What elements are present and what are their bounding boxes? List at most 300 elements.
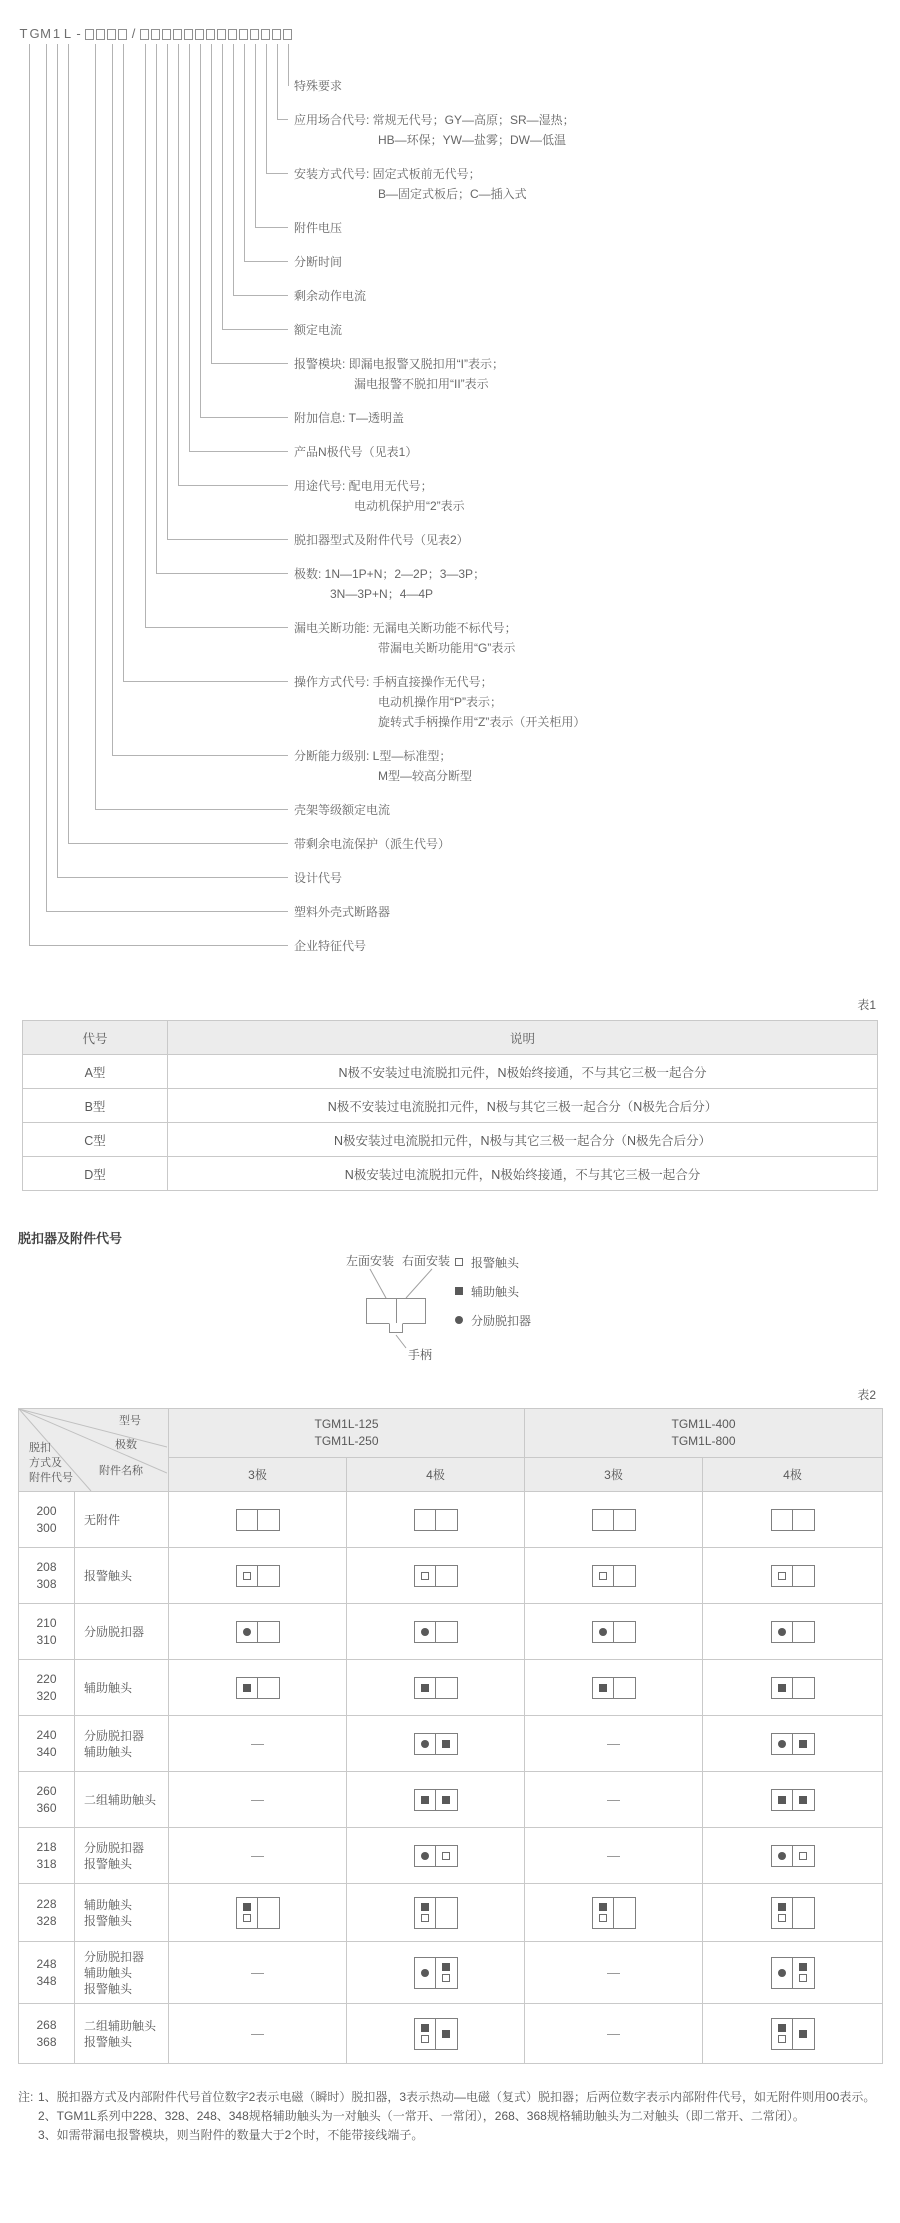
- accessory-code: 268: [36, 2017, 57, 2032]
- glyph-compartment-right: [436, 1790, 457, 1810]
- model-code: [18, 26, 293, 42]
- table2-symbol-cell: [525, 2004, 703, 2064]
- alarm-symbol-icon: [799, 1852, 807, 1860]
- table1-cell-desc: N极不安装过电流脱扣元件，N极始终接通，不与其它三极一起合分: [168, 1055, 878, 1089]
- accessory-code: 360: [36, 1800, 57, 1815]
- aux-symbol-icon: [778, 1684, 786, 1692]
- accessory-layout-glyph: [771, 1509, 815, 1531]
- glyph-compartment-left: [772, 1958, 794, 1988]
- shunt-symbol-icon: [421, 1852, 429, 1860]
- accessory-layout-glyph: [236, 1565, 280, 1587]
- callout-label: [294, 218, 342, 238]
- notes-list: [18, 2088, 882, 2145]
- callout-label-line: 操作方式代号: 手柄直接操作无代号；: [294, 675, 493, 689]
- table2-symbol-cell: [703, 1660, 883, 1716]
- glyph-compartment-left: [415, 1566, 437, 1586]
- handle-label: 手柄: [408, 1348, 433, 1362]
- callout-label-line: M型—较高分断型: [378, 769, 472, 783]
- callout-label-line: 分断时间: [294, 255, 343, 269]
- note-item: 3、如需带漏电报警模块，则当附件的数量大于2个时，不能带接线端子。: [38, 2128, 424, 2142]
- accessory-layout-glyph: [414, 1845, 458, 1867]
- glyph-compartment-left: [415, 1898, 437, 1928]
- accessory-code: 208: [36, 1559, 57, 1574]
- table2-name-cell: [75, 1660, 169, 1716]
- glyph-compartment-right: [258, 1678, 279, 1698]
- accessory-name-line: 报警触头: [84, 1856, 133, 1871]
- callout-label-line: 企业特征代号: [294, 939, 367, 953]
- glyph-compartment-left: [415, 1622, 437, 1642]
- table2-row: [19, 1492, 883, 1548]
- table1-body: [23, 1055, 878, 1191]
- glyph-compartment-right: [258, 1898, 279, 1928]
- table2-symbol-cell: [525, 1716, 703, 1772]
- glyph-compartment-right: [258, 1510, 279, 1530]
- legend-item: [455, 1254, 531, 1270]
- no-accessory-dash: —: [607, 1792, 620, 1807]
- glyph-compartment-right: [258, 1622, 279, 1642]
- glyph-compartment-right: [436, 1734, 457, 1754]
- table1-header-row: [23, 1021, 878, 1055]
- glyph-compartment-left: [772, 1622, 794, 1642]
- glyph-compartment-left: [593, 1678, 615, 1698]
- accessory-layout-glyph: [771, 2018, 815, 2050]
- table2-code-cell: [19, 1604, 75, 1660]
- model-code-char: /: [131, 26, 136, 41]
- accessory-legend: [455, 1254, 531, 1341]
- aux-symbol-icon: [455, 1287, 463, 1295]
- callout-label-line: 漏电关断功能: 无漏电关断功能不标代号；: [294, 621, 517, 635]
- callout-label-line: 用途代号: 配电用无代号；: [294, 479, 433, 493]
- glyph-compartment-right: [436, 1678, 457, 1698]
- callout-label-line: 特殊要求: [294, 79, 343, 93]
- glyph-compartment-left: [237, 1566, 259, 1586]
- table2-name-cell: [75, 1884, 169, 1942]
- table1-cell-code: B型: [23, 1089, 168, 1123]
- accessory-layout-glyph: [592, 1897, 636, 1929]
- glyph-compartment-right: [793, 1846, 814, 1866]
- table2-symbol-cell: [347, 1772, 525, 1828]
- callout-label: [294, 834, 450, 854]
- accessory-name-line: 二组辅助触头: [84, 1792, 157, 1807]
- table2-symbol-cell: [347, 1604, 525, 1660]
- aux-symbol-icon: [599, 1684, 607, 1692]
- glyph-compartment-left: [772, 1510, 794, 1530]
- table2-row: [19, 2004, 883, 2064]
- left-mount-label: 左面安装: [346, 1254, 395, 1268]
- model-code-char: L: [63, 26, 72, 41]
- model-code-box: [162, 29, 171, 40]
- callout-label: [294, 442, 417, 462]
- accessory-layout-glyph: [771, 1565, 815, 1587]
- callout-label-line: 剩余动作电流: [294, 289, 367, 303]
- accessory-name-line: 辅助触头: [84, 1680, 133, 1695]
- glyph-compartment-left: [415, 1510, 437, 1530]
- alarm-symbol-icon: [421, 1572, 429, 1580]
- table2-corner-cell: [19, 1409, 169, 1492]
- callout-label-line: 塑料外壳式断路器: [294, 905, 391, 919]
- glyph-compartment-right: [436, 1846, 457, 1866]
- table2-symbol-cell: [525, 1884, 703, 1942]
- glyph-compartment-right: [793, 1898, 814, 1928]
- model-code-char: 1: [52, 26, 61, 41]
- glyph-compartment-left: [593, 1898, 615, 1928]
- table2-row: [19, 1548, 883, 1604]
- table2-symbol-cell: [703, 1772, 883, 1828]
- legend-item: [455, 1283, 531, 1299]
- legend-label: 报警触头: [471, 1255, 520, 1270]
- callout-label-line: 设计代号: [294, 871, 343, 885]
- handle-figure: [389, 1323, 403, 1333]
- callout-label-line: 壳架等级额定电流: [294, 803, 391, 817]
- table2-name-cell: [75, 1716, 169, 1772]
- aux-symbol-icon: [442, 1796, 450, 1804]
- table2-model-row: [19, 1409, 883, 1458]
- aux-symbol-icon: [243, 1684, 251, 1692]
- model-code-box: [140, 29, 149, 40]
- glyph-compartment-left: [237, 1678, 259, 1698]
- glyph-compartment-left: [415, 1790, 437, 1810]
- callout-label: [294, 746, 472, 786]
- callout-label: [294, 286, 366, 306]
- accessory-layout-glyph: [236, 1621, 280, 1643]
- shunt-symbol-icon: [778, 1628, 786, 1636]
- table2-symbol-cell: [703, 1716, 883, 1772]
- alarm-symbol-icon: [442, 1974, 450, 1982]
- accessory-name-line: 报警触头: [84, 1568, 133, 1583]
- accessory-code: 348: [36, 1973, 57, 1988]
- model-code-box: [206, 29, 215, 40]
- accessory-layout-glyph: [414, 2018, 458, 2050]
- aux-symbol-icon: [421, 1903, 429, 1911]
- aux-symbol-icon: [442, 1963, 450, 1971]
- callout-label-line: 带剩余电流保护（派生代号）: [294, 837, 451, 851]
- accessory-layout-glyph: [771, 1677, 815, 1699]
- shunt-symbol-icon: [599, 1628, 607, 1636]
- callout-label-line: 分断能力级别: L型—标准型；: [294, 749, 452, 763]
- model-code-box: [228, 29, 237, 40]
- no-accessory-dash: —: [607, 1965, 620, 1980]
- glyph-compartment-left: [415, 1846, 437, 1866]
- alarm-symbol-icon: [778, 1572, 786, 1580]
- table2-pole-header: 3极: [525, 1457, 703, 1491]
- table2-pole-header: 4极: [703, 1457, 883, 1491]
- corner-poles-label: 极数: [115, 1439, 137, 1451]
- table2-body: [19, 1409, 883, 2064]
- accessory-layout-glyph: [771, 1957, 815, 1989]
- accessory-code: 368: [36, 2034, 57, 2049]
- glyph-compartment-left: [772, 1734, 794, 1754]
- callout-label-line: 电动机保护用“2”表示: [354, 499, 465, 513]
- glyph-compartment-left: [415, 2019, 437, 2049]
- model-code-box: [184, 29, 193, 40]
- callout-label: [294, 408, 404, 428]
- model-code-box: [272, 29, 281, 40]
- callout-label: [294, 902, 390, 922]
- glyph-compartment-left: [415, 1734, 437, 1754]
- legend-item: [455, 1312, 531, 1328]
- glyph-compartment-left: [237, 1898, 259, 1928]
- table2-code-cell: [19, 1772, 75, 1828]
- table1-cell-code: A型: [23, 1055, 168, 1089]
- corner-accessory-name-label: 附件名称: [99, 1465, 143, 1477]
- callout-label-line: 安装方式代号: 固定式板前无代号；: [294, 167, 481, 181]
- glyph-compartment-right: [436, 1958, 457, 1988]
- table2-tag: 表2: [857, 1388, 876, 1402]
- table2-symbol-cell: [347, 1828, 525, 1884]
- table2-name-cell: [75, 1772, 169, 1828]
- accessory-code: 310: [36, 1632, 57, 1647]
- alarm-symbol-icon: [243, 1914, 251, 1922]
- table1-cell-code: D型: [23, 1157, 168, 1191]
- model-code-box: [173, 29, 182, 40]
- table2-symbol-cell: [169, 1828, 347, 1884]
- callout-label: [294, 672, 585, 732]
- table1-cell-code: C型: [23, 1123, 168, 1157]
- table1-row: [23, 1123, 878, 1157]
- table1-head: [23, 1021, 878, 1055]
- aux-symbol-icon: [421, 1684, 429, 1692]
- glyph-compartment-left: [772, 1846, 794, 1866]
- model-code-box: [217, 29, 226, 40]
- accessory-code: 210: [36, 1615, 57, 1630]
- no-accessory-dash: —: [251, 1848, 264, 1863]
- accessory-name-line: 辅助触头: [84, 1965, 133, 1980]
- glyph-compartment-right: [436, 2019, 457, 2049]
- accessory-name-line: 报警触头: [84, 2034, 133, 2049]
- aux-symbol-icon: [599, 1903, 607, 1911]
- alarm-symbol-icon: [421, 1914, 429, 1922]
- accessory-name-line: 报警触头: [84, 1913, 133, 1928]
- corner-trip-label-line: 附件代号: [29, 1472, 73, 1484]
- accessory-layout-glyph: [414, 1677, 458, 1699]
- table2-code-cell: [19, 1884, 75, 1942]
- table2-name-cell: [75, 1942, 169, 2004]
- model-code-char: M: [40, 26, 51, 41]
- accessory-layout-glyph: [771, 1789, 815, 1811]
- accessory-layout-glyph: [592, 1509, 636, 1531]
- glyph-compartment-right: [793, 1958, 814, 1988]
- table1-cell-desc: N极安装过电流脱扣元件，N极与其它三极一起合分（N极先合后分）: [168, 1123, 878, 1157]
- glyph-compartment-right: [793, 1734, 814, 1754]
- table1-header-desc: 说明: [168, 1021, 878, 1055]
- glyph-compartment-right: [793, 2019, 814, 2049]
- aux-symbol-icon: [243, 1903, 251, 1911]
- accessory-code: 340: [36, 1744, 57, 1759]
- table2-symbol-cell: [169, 1492, 347, 1548]
- glyph-compartment-right: [436, 1566, 457, 1586]
- accessory-code: 220: [36, 1671, 57, 1686]
- accessory-layout-glyph: [414, 1897, 458, 1929]
- table2-symbol-cell: [347, 1884, 525, 1942]
- table2-symbol-cell: [703, 1548, 883, 1604]
- shunt-symbol-icon: [778, 1740, 786, 1748]
- table2-code-cell: [19, 1942, 75, 2004]
- model-name: TGM1L-250: [314, 1433, 379, 1448]
- table2-symbol-cell: [347, 1942, 525, 2004]
- no-accessory-dash: —: [251, 1965, 264, 1980]
- aux-symbol-icon: [778, 1903, 786, 1911]
- table2-row: [19, 1716, 883, 1772]
- callout-label-line: 旋转式手柄操作用“Z”表示（开关柜用）: [378, 715, 586, 729]
- glyph-compartment-right: [793, 1622, 814, 1642]
- shunt-symbol-icon: [243, 1628, 251, 1636]
- alarm-symbol-icon: [778, 2035, 786, 2043]
- table2-pole-header: 3极: [169, 1457, 347, 1491]
- table2-name-cell: [75, 1492, 169, 1548]
- corner-trip-label-line: 脱扣: [29, 1442, 51, 1454]
- table1: [22, 1020, 878, 1191]
- alarm-symbol-icon: [599, 1572, 607, 1580]
- table1-cell-desc: N极不安装过电流脱扣元件，N极与其它三极一起合分（N极先合后分）: [168, 1089, 878, 1123]
- callout-label: [294, 936, 366, 956]
- no-accessory-dash: —: [607, 1848, 620, 1863]
- model-code-box: [195, 29, 204, 40]
- accessory-layout-glyph: [592, 1677, 636, 1699]
- aux-symbol-icon: [799, 1796, 807, 1804]
- table2-symbol-cell: [525, 1660, 703, 1716]
- accessory-name-line: 报警触头: [84, 1981, 133, 1996]
- table2-name-cell: [75, 1548, 169, 1604]
- alarm-symbol-icon: [243, 1572, 251, 1580]
- callout-label-line: 附件电压: [294, 221, 343, 235]
- table2-name-cell: [75, 1604, 169, 1660]
- callout-label: [294, 110, 575, 150]
- glyph-compartment-right: [793, 1566, 814, 1586]
- table1-row: [23, 1089, 878, 1123]
- model-name: TGM1L-400: [671, 1416, 736, 1431]
- accessory-name-line: 无附件: [84, 1512, 121, 1527]
- accessory-layout-glyph: [771, 1621, 815, 1643]
- model-code-char: -: [76, 26, 81, 41]
- callout-label: [294, 868, 342, 888]
- callout-label: [294, 530, 469, 550]
- accessory-name-line: 分励脱扣器: [84, 1840, 145, 1855]
- callout-label: [294, 476, 465, 516]
- callout-label-line: 漏电报警不脱扣用“II”表示: [354, 377, 489, 391]
- accessory-code: 240: [36, 1727, 57, 1742]
- model-code-box: [118, 29, 127, 40]
- table2-symbol-cell: [169, 1716, 347, 1772]
- table2-symbol-cell: [347, 1660, 525, 1716]
- corner-model-label: 型号: [119, 1415, 141, 1427]
- model-code-box: [85, 29, 94, 40]
- accessory-layout-glyph: [236, 1509, 280, 1531]
- no-accessory-dash: —: [251, 1792, 264, 1807]
- table2-row: [19, 1884, 883, 1942]
- model-name: TGM1L-800: [671, 1433, 736, 1448]
- accessory-name-line: 分励脱扣器: [84, 1728, 145, 1743]
- glyph-compartment-left: [772, 2019, 794, 2049]
- accessory-layout-glyph: [414, 1565, 458, 1587]
- callout-label: [294, 564, 485, 604]
- callout-label-line: 额定电流: [294, 323, 343, 337]
- table2-code-cell: [19, 1716, 75, 1772]
- table2-symbol-cell: [703, 2004, 883, 2064]
- glyph-compartment-right: [614, 1510, 635, 1530]
- model-code-box: [283, 29, 292, 40]
- table2-symbol-cell: [525, 1828, 703, 1884]
- shunt-symbol-icon: [421, 1740, 429, 1748]
- corner-trip-label: [29, 1441, 73, 1486]
- table2-symbol-cell: [347, 1716, 525, 1772]
- accessory-layout-glyph: [592, 1621, 636, 1643]
- accessory-code: 248: [36, 1956, 57, 1971]
- table2-code-cell: [19, 1492, 75, 1548]
- table2-symbol-cell: [703, 1942, 883, 2004]
- shunt-symbol-icon: [455, 1316, 463, 1324]
- accessory-name-line: 分励脱扣器: [84, 1624, 145, 1639]
- callout-label: [294, 354, 504, 394]
- alarm-symbol-icon: [799, 1974, 807, 1982]
- table2-model-group-cell: [169, 1409, 525, 1458]
- no-accessory-dash: —: [607, 1736, 620, 1751]
- table2-symbol-cell: [169, 1772, 347, 1828]
- accessory-code: 318: [36, 1856, 57, 1871]
- table1-row: [23, 1055, 878, 1089]
- glyph-compartment-right: [793, 1510, 814, 1530]
- table2-row: [19, 1604, 883, 1660]
- accessory-code: 300: [36, 1520, 57, 1535]
- callout-label-line: 电动机操作用“P”表示；: [378, 695, 502, 709]
- callout-connector: [29, 44, 288, 946]
- glyph-compartment-left: [593, 1510, 615, 1530]
- aux-symbol-icon: [799, 2030, 807, 2038]
- accessory-layout-glyph: [592, 1565, 636, 1587]
- callout-label-line: 产品N极代号（见表1）: [294, 445, 418, 459]
- accessory-name-line: 二组辅助触头: [84, 2018, 157, 2033]
- table2-symbol-cell: [525, 1772, 703, 1828]
- table2-symbol-cell: [169, 1548, 347, 1604]
- callout-label-line: HB—环保；YW—盐雾；DW—低温: [378, 133, 566, 147]
- table2-symbol-cell: [347, 2004, 525, 2064]
- table2-symbol-cell: [703, 1492, 883, 1548]
- accessory-code: 308: [36, 1576, 57, 1591]
- notes: [18, 2088, 882, 2145]
- table2-symbol-cell: [703, 1884, 883, 1942]
- callout-label: [294, 164, 527, 204]
- table2-code-cell: [19, 1828, 75, 1884]
- table2-symbol-cell: [169, 1884, 347, 1942]
- table2-symbol-cell: [169, 1660, 347, 1716]
- table2-symbol-cell: [169, 1942, 347, 2004]
- callout-label: [294, 800, 390, 820]
- model-code-box: [261, 29, 270, 40]
- table2: [18, 1408, 883, 2064]
- accessory-section-heading: 脱扣器及附件代号: [18, 1231, 123, 1246]
- model-code-box: [250, 29, 259, 40]
- accessory-layout-glyph: [414, 1621, 458, 1643]
- table1-header-code: 代号: [23, 1021, 168, 1055]
- table2-code-cell: [19, 2004, 75, 2064]
- table2-symbol-cell: [347, 1548, 525, 1604]
- glyph-compartment-right: [436, 1622, 457, 1642]
- callout-label-line: 报警模块: 即漏电报警又脱扣用“I”表示；: [294, 357, 504, 371]
- no-accessory-dash: —: [251, 2026, 264, 2041]
- model-code-char: T: [19, 26, 28, 41]
- glyph-compartment-right: [614, 1678, 635, 1698]
- table2-pole-header: 4极: [347, 1457, 525, 1491]
- table2-code-cell: [19, 1548, 75, 1604]
- glyph-compartment-left: [772, 1678, 794, 1698]
- shunt-symbol-icon: [778, 1852, 786, 1860]
- table1-cell-desc: N极安装过电流脱扣元件，N极始终接通，不与其它三极一起合分: [168, 1157, 878, 1191]
- aux-symbol-icon: [799, 1740, 807, 1748]
- table2-symbol-cell: [703, 1604, 883, 1660]
- table1-row: [23, 1157, 878, 1191]
- table2-row: [19, 1772, 883, 1828]
- table1-tag: 表1: [857, 998, 876, 1012]
- accessory-layout-glyph: [236, 1897, 280, 1929]
